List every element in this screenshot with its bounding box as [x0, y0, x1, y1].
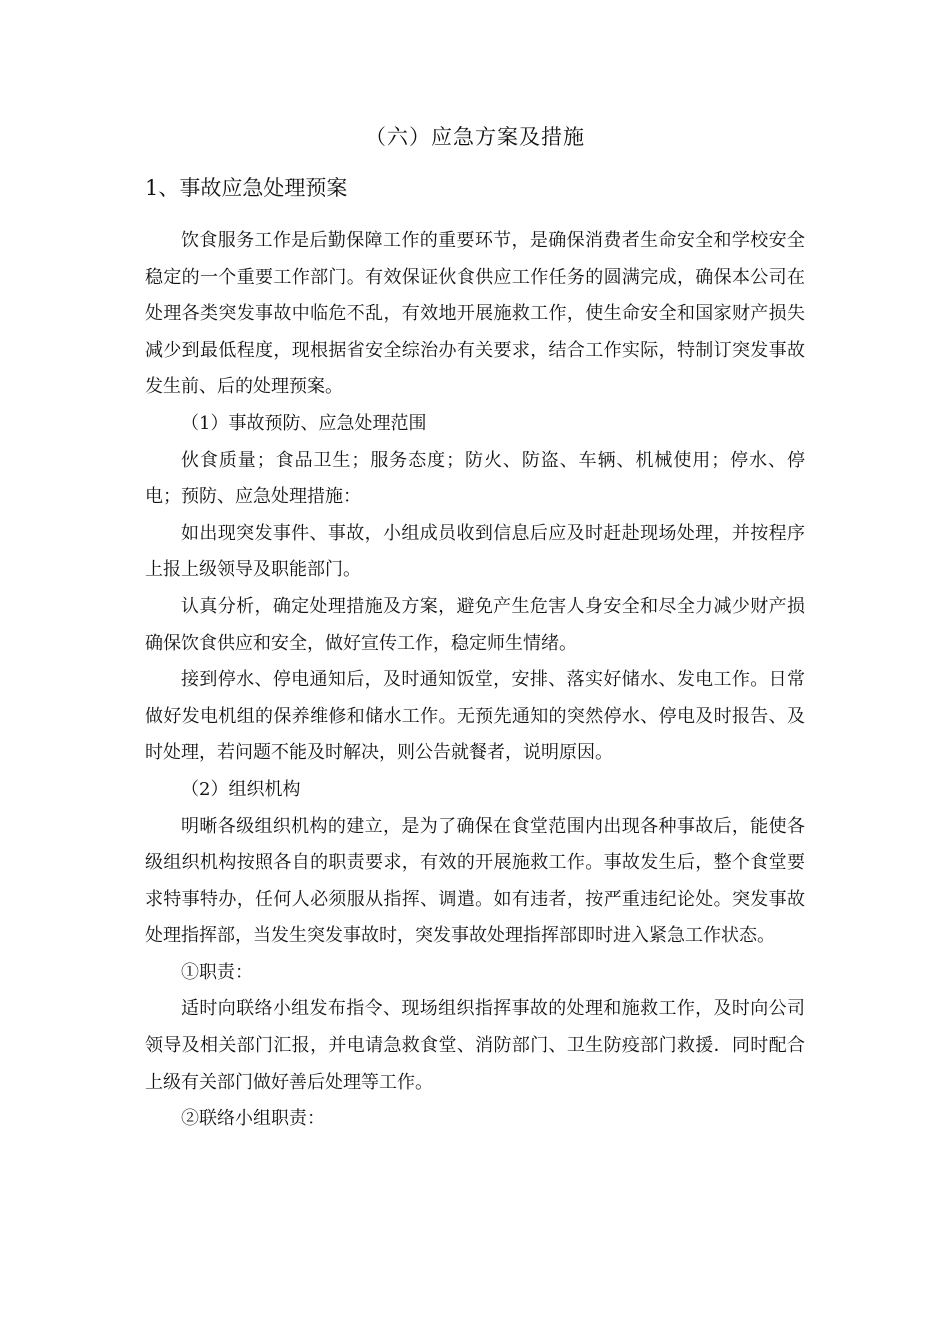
section-heading: 1、事故应急处理预案 — [145, 176, 348, 200]
paragraph: 认真分析，确定处理措施及方案，避免产生危害人身安全和尽全力减少财产损确保饮食供应和安全，做好宣传工作，稳定师生情绪。 — [145, 595, 805, 654]
paragraph: （2）组织机构 — [181, 778, 301, 800]
paragraph: 适时向联络小组发布指令、现场组织指挥事故的处理和施救工作，及时向公司领导及相关部门汇报，并电请急救食堂、消防部门、卫生防疫部门救援．同时配合上级有关部门做好善后处理等工作。 — [145, 998, 805, 1093]
paragraph: 接到停水、停电通知后，及时通知饭堂，安排、落实好储水、发电工作。日常做好发电机组的保养维修和储水工作。无预先通知的突然停水、停电及时报告、及时处理，若问题不能及时解决，则公告就餐者，说明原因。 — [145, 669, 805, 764]
document-title: （六）应急方案及措施 — [365, 125, 585, 149]
paragraph: 如出现突发事件、事故，小组成员收到信息后应及时赶赴现场处理，并按程序上报上级领导及职能部门。 — [145, 522, 805, 581]
document-body — [145, 223, 805, 1138]
paragraph: 饮食服务工作是后勤保障工作的重要环节，是确保消费者生命安全和学校安全稳定的一个重要工作部门。有效保证伙食供应工作任务的圆满完成，确保本公司在处理各类突发事故中临危不乱，有效地开展施救工作，使生命安全和国家财产损失减少到最低程度，现根据省安全综治办有关要求，结合工作实际，特制订突发事故发生前、后的处理预案。 — [145, 230, 805, 398]
paragraph: ①职责： — [181, 961, 253, 983]
paragraph: 明晰各级组织机构的建立，是为了确保在食堂范围内出现各种事故后，能使各级组织机构按照各自的职责要求，有效的开展施救工作。事故发生后，整个食堂要求特事特办，任何人必须服从指挥、调遣。如有违者，按严重违纪论处。突发事故处理指挥部，当发生突发事故时，突发事故处理指挥部即时进入紧急工作状态。 — [145, 815, 805, 947]
paragraph: （1）事故预防、应急处理范围 — [181, 412, 427, 434]
paragraph: ②联络小组职责： — [181, 1108, 325, 1130]
paragraph: 伙食质量；食品卫生；服务态度；防火、防盗、车辆、机械使用；停水、停电；预防、应急处理措施： — [145, 449, 805, 508]
